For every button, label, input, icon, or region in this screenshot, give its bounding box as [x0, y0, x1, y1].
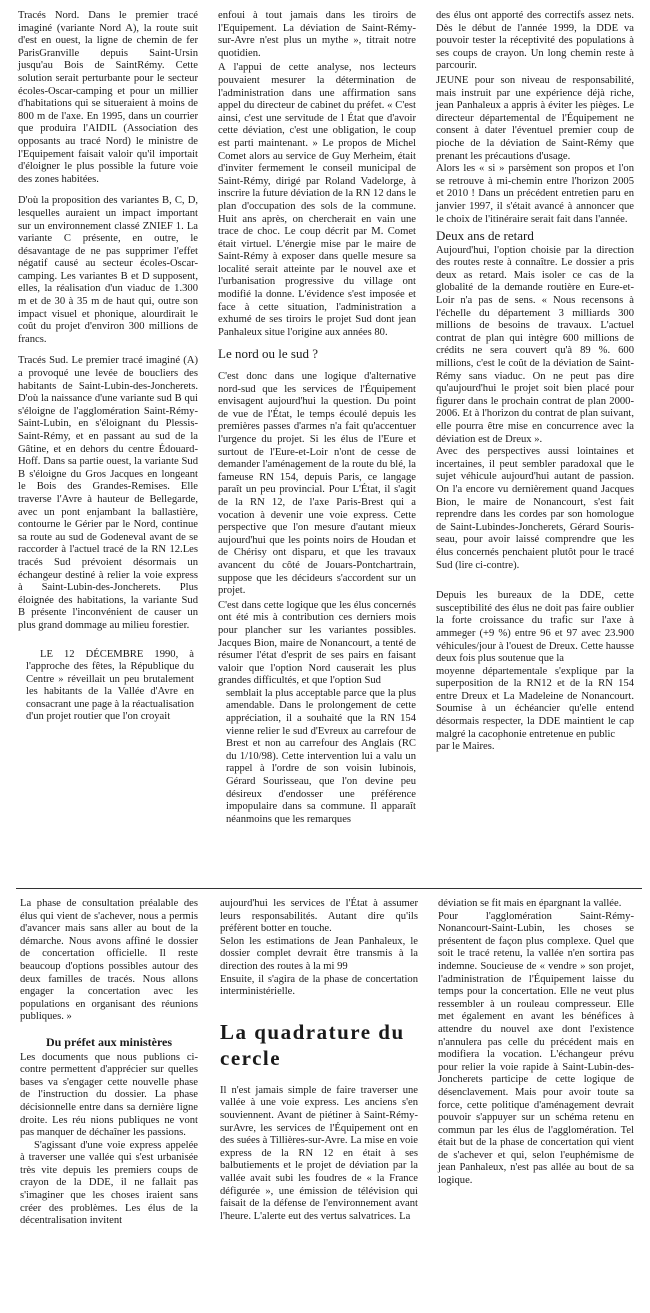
paragraph: S'agissant d'une voie express appelée à traverser une vallée qui s'est urbanisée très vite depuis les premiers coups de crayon de la DDE, il ne fallait pas s'imaginer que les choses iraient sans créer des problèmes. Les élus de la décentralisation invitent [20, 1139, 198, 1227]
paragraph: Depuis les bureaux de la DDE, cette susceptibilité des élus ne doit pas faire oublier la forte croissance du trafic sur l'axe à ammeger (+9 %) entre 96 et 97 avec 23.900 véhicules/jour à l'ouest de Dreux. Cette hausse deux fois plus soutenue que la moyenne départementale s'explique par la superposition de la RN12 et de la RN 154 entre Dreux et La Madeleine de Nonancourt. Soumise à un échéancier qu'elle entend désormais respecter, la DDE maintient le cap malgré la cacophonie entretenue en public par le Maires. [436, 590, 634, 753]
paragraph: La phase de consultation préalable des élus qui vient de s'achever, nous a permis d'avancer mais sans aller au bout de la démarche. Nous avons affiné le dossier de concertation officielle. Il reste beaucoup d'options possibles autour des deux familles de tracés. Nous allons engager la concertation avec les populations en organisant des réunions publiques. » [20, 898, 198, 1023]
paragraph: C'est dans cette logique que les élus concernés ont été mis à contribution ces derniers mois pour plancher sur les variantes possibles. Jacques Bion, maire de Nonancourt, a tenté de résumer l'état d'esprit de ses pairs en faisant valoir que l'option Nord causerait les plus grandes difficultés, et que l'option Sud [218, 599, 416, 687]
paragraph: Tracés Nord. Dans le premier tracé imaginé (variante Nord A), la route suit d'est en ouest, la ligne de chemin de fer ParisGranville depuis Saint-Ursin jusqu'au Bois de SaintRémy. Cette solution serait perturbante pour le secteur écoles-Oscar-camping et pour un millier d'habitations qui se situeraient à moins de 800 m de l'axe. En 1995, dans un courrier que produira l'AIDIL (Association des opposants au tracé Nord) le ministre de l'Equipement faisait valoir qu'il importait d'éloigner le plus possible la future voie des zones habitées. [18, 10, 198, 185]
bottom-column-1 [20, 898, 198, 1237]
paragraph: déviation se fit mais en épargnant la vallée. Pour l'agglomération Saint-Rémy-Nonancourt-Saint-Lubin, les choses se présentent de façon plus complexe. Quel que soit le tracé retenu, la vallée n'en sortira pas indemne. Soucieuse de « vendre » son projet, l'administration de l'Équipement laisse du temps pour la concertation. Elle ne veut plus ressembler à un rouleau compresseur. Elle met également en avant les bénéfices à attendre du nouvel axe dont l'existence n'annulera pas celle du précédent mais en modifiera la vocation. L'échangeur prévu pour relier la voie rapide à Saint-Lubin-des-Joncherets participe de cette logique de désenclavement. Mais pour avoir toute sa force, cette politique d'aménagement devrait pouvoir s'appuyer sur un schéma retenu en commun par les élus de l'agglomération. Tel était but de la phase de concertation qui vient de s'achever et qui, selon l'euphémisme de jean Panhaleux, n'est pas allée au bout de sa logique. [438, 898, 634, 1187]
paragraph: aujourd'hui les services de l'État à assumer leurs responsabilités. Autant dire qu'ils préfèrent botter en touche. Selon les estimations de Jean Panhaleux, le dossier complet devrait être transmis à la direction des routes à la mi 99 Ensuite, il s'agira de la phase de concertation interministérielle. [220, 898, 418, 998]
section-heading: Du préfet aux ministères [45, 1034, 173, 1049]
paragraph: D'où la proposition des variantes B, C, D, lesquelles auraient un impact important sur un environnement classé ZNIEF 1. La variante C présente, en outre, le désavantage de ne pas supprimer l'effet négatif causé au secteur écoles-Oscar-camping. Les variantes B et D supposent, elles, la réalisation d'un viaduc de 1.300 m et de 30 à 35 m de haut qui, outre son impact visuel et phonique, alourdirait le coût du projet d'environ 300 millions de francs. [18, 195, 198, 345]
paragraph: Les documents que nous publions ci-contre permettent d'apprécier sur quelles bases va s'engager cette nouvelle phase de l'instruction du dossier. La phase décisionnelle entre dans sa dernière ligne droite. Les réu nions publiques ne vont pas manquer de déchaîner les passions. [20, 1051, 198, 1139]
paragraph: des élus ont apporté des correctifs assez nets. Dès le début de l'année 1999, la DDE va pouvoir tester la réceptivité des populations à ses coups de crayon. Un long chemin reste à parcourir. [436, 10, 634, 72]
paragraph: C'est donc dans une logique d'alternative nord-sud que les services de l'Équipement envisagent aujourd'hui la question. Du point de vue de l'État, le temps écoulé depuis les premières passes d'armes n'a fait qu'accentuer l'urgence du projet. Si les élus de l'Eure et surtout de l'Eure-et-Loir n'ont de cesse de demander l'aménagement de la route du blé, la fameuse RN 154, depuis Paris, ce langage paraît un peu provincial. Pour L'État, il s'agit de la RN 12, de l'axe Paris-Brest qui a vocation à devenir une voie express. Cette perspective que l'on mesure d'autant mieux aujourd'hui que les points noirs de Houdan et de Chérisy ont disparu, et que les travaux avancent du côté de Jouars-Pontchartrain, suppose que les décideurs s'accordent sur un projet. [218, 371, 416, 597]
top-column-2 [218, 10, 416, 835]
top-column-3 [436, 10, 634, 763]
bottom-column-3 [438, 898, 634, 1197]
section-divider [16, 888, 642, 889]
paragraph: LE 12 DÉCEMBRE 1990, à l'approche des fêtes, la République du Centre » réveillait un peu brutalement les habitants de la Vallée d'Avre en consacrant une page à la réactualisation d'un projet routier que l'on croyait [26, 648, 194, 723]
section-heading: Deux ans de retard [436, 228, 534, 244]
paragraph: enfoui à tout jamais dans les tiroirs de l'Equipement. La déviation de Saint-Rémy-sur-Avre n'est plus un mythe », titrait notre quotidien. [218, 10, 416, 59]
paragraph: Aujourd'hui, l'option choisie par la direction des routes reste à connaître. Le dossier a pris deux as retard. Mais isoler ce cas de la globalité de la demande routière en Eure-et-Loir n'a pas de sens. « Nous recensons à l'échelle du département 3 milliards 300 millions de besoins de travaux. L'actuel contrat de plan qui intègre 600 millions de crédits ne sera couvert qu'à 89 %. 600 millions, c'est le coût de la déviation de Saint-Rémy sans viaduc. On ne peut pas dire qu'aujourd'hui le projet soit bien placé pour figurer dans le prochain contrat de plan 2000-2006. Et à l'horizon du contrat de plan suivant, elle pourra être mise en concurrence avec la déviation est de Dreux ». Avec des perspectives aussi lointaines et incertaines, il peut sembler paradoxal que le sujet véhicule aujourd'hui autant de passion. On l'a encore vu dernièrement quand Jacques Bion, le maire de Nonancourt, s'est fait reprendre dans les cordes par son homologue de Saint-Lubindes-Joncherets, Gérard Souris-seau, pour avoir laissé comprendre que les élus concernés penchaient plutôt pour le tracé Sud (lire ci-contre). [436, 244, 634, 571]
bottom-column-2 [220, 898, 418, 1232]
paragraph: semblait la plus acceptable parce que la plus amendable. Dans le prolongement de cette appréciation, il a souhaité que la RN 154 vienne relier le sud d'Evreux au carrefour de Brest et non au carrefour des Anglais (RC du 1/10/98). Cette intervention lui a valu un rappel à l'ordre de son voisin lubinois, Gérard Sourisseau, que l'on devine peu désireux d'endosser une préférence impopulaire dans sa commune. Il apparaît néanmoins que les remarques [226, 687, 416, 825]
paragraph: Tracés Sud. Le premier tracé imaginé (A) a provoqué une levée de boucliers des habitants de Saint-Lubin-des-Joncherets. D'où la naissance d'une variante sud B qui s'éloigne de l'agglomération Saint-Rémy-Saint-Lubin, en s'éloignant du Plessis-Saint-Rémy, et en passant au sud de la Gâtine, et en dehors du centre Édouard-Hoff. Dans sa partie ouest, la variante Sud B s'éloigne du Gros Jacques en longeant le Bois des Grandes-Remises. Elle traverse l'Avre à hauteur de Bellegarde, avec un pont enjambant la ballastière, contourne le Gérier par le Nord, continue sa route au sud de Godeneval avant de se raccorder à l'actuel tracé de la RN 12.Les tracés Sud prévoient désormais un échangeur destiné à relier la voie express à Saint-Lubin-des-Joncherets. Plus éloignée des habitations, la variante Sud B présente l'inconvénient de causer un plus grand dommage au milieu forestier. [18, 355, 198, 631]
section-heading: Le nord ou le sud ? [218, 346, 319, 362]
article-headline: La quadrature du cercle [220, 1019, 405, 1070]
paragraph: A l'appui de cette analyse, nos lecteurs pouvaient mesurer la détermination de l'administration dans une affirmation sans appel du directeur de cabinet du préfet. « C'est ainsi, c'est une servitude de l État que d'avoir cette déviation, c'est une obligation, le coup est parti maintenant. » Le propos de Michel Comet alors au service de Guy Merheim, était d'inviter fermement le conseil municipal de Saint-Rémy, dirigé par Roland Vadelorge, à inscrire la future déviation de la RN 12 dans le plan d'occupation des sols de la commune. Huit ans après, on chercherait en vain une trace de choc. Le coup décrit par M. Comet était virtuel. L'énergie mise par le maire de Saint-Rémy à exposer dans quelle mesure sa localité serait atteinte par le nouvel axe et l'urbanisation progressive du village ont modifié la donne. L'évidence s'est imposée et face à cette situation, l'administration a exhumé de ses tiroirs le projet Sud dont jean Panhaleux situe l'origine aux années 80. [218, 62, 416, 338]
top-column-1 [18, 10, 198, 733]
paragraph: JEUNE pour son niveau de responsabilité, mais instruit par une expérience déjà riche, jean Panhaleux a appris à éviter les pièges. Le directeur départemental de l'Équipement ne consent à dater l'éventuel premier coup de pioche de la déviation de Saint-Rémy que prenant les précautions d'usage. Alors les « si » parsèment son propos et l'on se retrouve à mi-chemin entre l'horizon 2005 et 2010 ! Dans un précédent entretien paru en janvier 1997, il s'était avancé à annoncer que le choix de l'itinéraire serait fait dans l'année. [436, 74, 634, 225]
paragraph: Il n'est jamais simple de faire traverser une vallée à une voie express. Les anciens s'en souviennent. Avant de piétiner à Saint-Rémy-surAvre, les services de l'Équipement ont en des suées à Tillières-sur-Avre. La mise en voie express de la RN 12 en était à ses balbutiements et le projet de déviation par la vallée avait subi les foudres de « la France défigurée », une émission de télévision qui faisait de la défense de l'environnement avant l'heure. L'alerte eut des vertus salvatrices. La [220, 1084, 418, 1222]
